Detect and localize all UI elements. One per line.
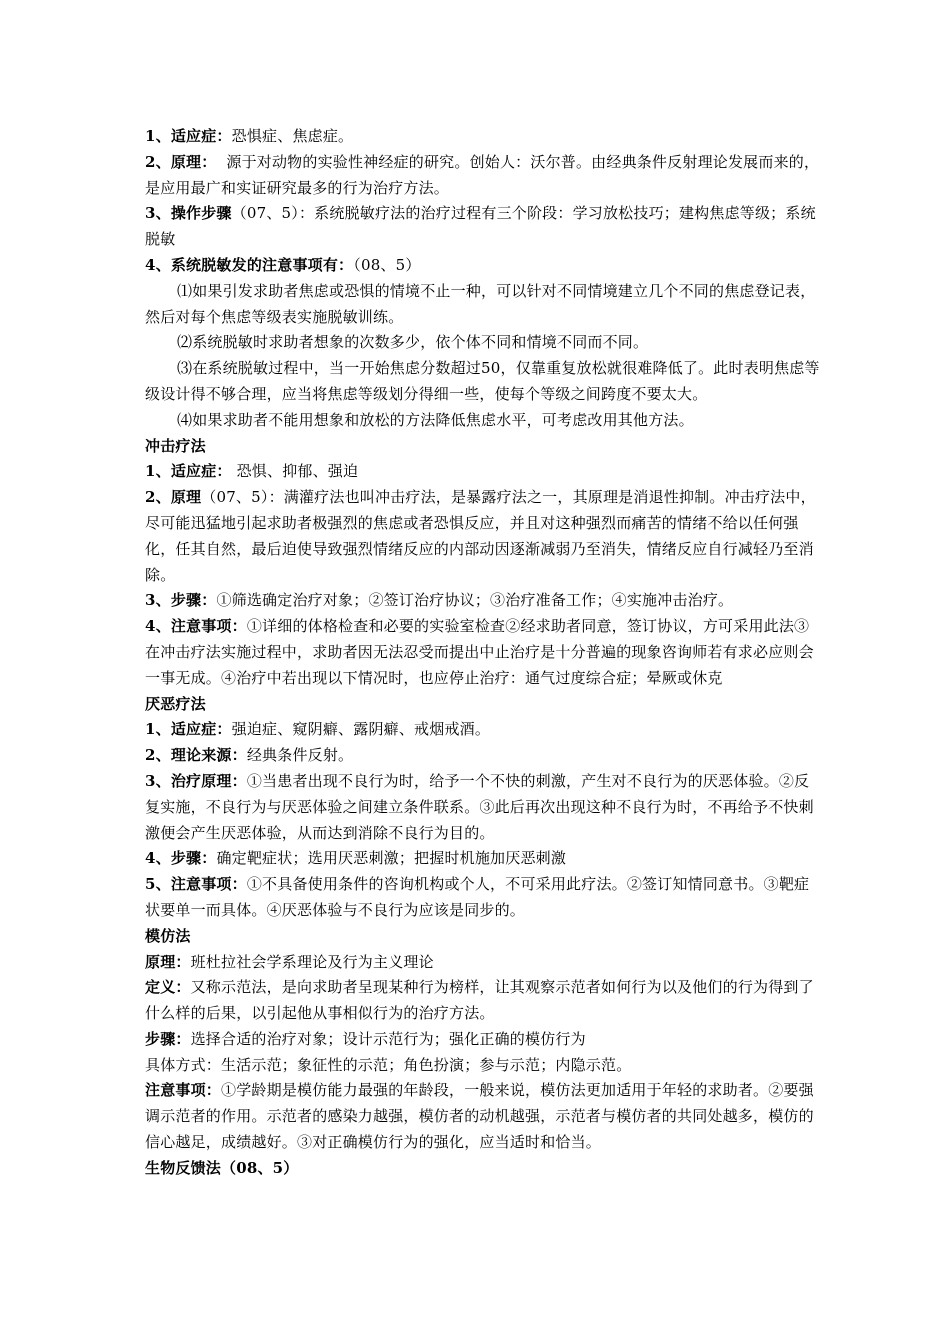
text: （07、5）：系统脱敏疗法的治疗过程有三个阶段：学习放松技巧；建构焦虑等级；系统脱敏 [145,204,816,249]
text: 恐惧症、焦虑症。 [231,127,354,145]
text: 源于对动物的实验性神经症的研究。创始人：沃尔普。由经典条件反射理论发展而来的，是应用最广和实证研究最多的行为治疗方法。 [145,152,820,197]
modeling-principle [145,950,821,976]
sys-note-4: ⑷如果求助者不能用想象和放松的方法降低焦虑水平，可考虑改用其他方法。 [177,410,694,429]
label: 3、治疗原理： [145,771,247,790]
sys-notes-heading [145,253,821,279]
label: 2、原理 [145,488,202,507]
aversion-principle [145,769,821,846]
sys-indication [145,124,821,150]
label: 1、适应症： [145,462,232,481]
modeling-notes [145,1078,821,1155]
label: 2、理论来源： [145,746,247,765]
text: ①学龄期是模仿能力最强的年龄段，一般来说，模仿法更加适用于年轻的求助者。②要强调示范者的作用。示范者的感染力越强，模仿者的动机越强，示范者与模仿者的共同处越多，模仿的信心越足，成绩越好。③对正确模仿行为的强化，应当适时和恰当。 [145,1081,814,1152]
sys-note-2: ⑵系统脱敏时求助者想象的次数多少，依个体不同和情境不同而不同。 [177,333,649,352]
text: 经典条件反射。 [246,746,354,765]
text: ①不具备使用条件的咨询机构或个人，不可采用此疗法。②签订知情同意书。③靶症状要单一而具体。④厌恶体验与不良行为应该是同步的。 [145,875,810,919]
label: 原理： [145,952,191,971]
label: 4、步骤： [145,849,217,868]
text: 选择合适的治疗对象；设计示范行为；强化正确的模仿行为 [190,1029,586,1048]
label: 2、原理： [145,152,217,171]
label: 4、注意事项： [145,617,247,636]
label: 1、适应症： [145,720,232,739]
biofeedback-title: 生物反馈法（08、5） [145,1158,299,1177]
modeling-definition [145,975,821,1027]
flood-notes [145,614,821,691]
flood-title: 冲击疗法 [145,436,206,455]
text: ①当患者出现不良行为时，给予一个不快的刺激，产生对不良行为的厌恶体验。②反复实施，不良行为与厌恶体验之间建立条件联系。③此后再次出现这种不良行为时，不再给予不快刺激便会产生厌恶体验，从而达到消除不良行为目的。 [145,771,814,842]
aversion-notes [145,872,821,924]
flood-indication [145,459,821,485]
text: ①筛选确定治疗对象；②签订治疗协议；③治疗准备工作；④实施冲击治疗。 [216,591,734,610]
label: 4、系统脱敏发的注意事项有： [145,255,354,274]
aversion-title: 厌恶疗法 [145,694,206,713]
text: 强迫症、窥阴癖、露阴癖、戒烟戒酒。 [231,720,491,739]
text: 又称示范法，是向求助者呈现某种行为榜样，让其观察示范者如何行为以及他们的行为得到了什么样的后果，以引起他从事相似行为的治疗方法。 [145,978,814,1023]
aversion-indication [145,717,821,743]
document-page [145,124,821,1182]
label: 定义： [145,978,191,997]
sys-note-1: ⑴如果引发求助者焦虑或恐惧的情境不止一种，可以针对不同情境建立几个不同的焦虑登记表，然后对每个焦虑等级表实施脱敏训练。 [145,281,816,326]
modeling-methods: 具体方式：生活示范；象征性的示范；角色扮演；参与示范；内隐示范。 [145,1055,632,1074]
text: （07、5）：满灌疗法也叫冲击疗法，是暴露疗法之一，其原理是消退性抑制。冲击疗法中，尽可能迅猛地引起求助者极强烈的焦虑或者恐惧反应，并且对这种强烈而痛苦的情绪不给以任何强化，任其自然，最后迫使导致强烈情绪反应的内部动因逐渐减弱乃至消失，情绪反应自行减轻乃至消除。 [145,488,816,584]
text: 恐惧、抑郁、强迫 [231,462,359,481]
aversion-steps [145,846,821,872]
label: 5、注意事项： [145,875,247,894]
text: 确定靶症状；选用厌恶刺激；把握时机施加厌恶刺激 [216,849,567,868]
text: ①详细的体格检查和必要的实验室检查②经求助者同意，签订协议，方可采用此法③在冲击疗法实施过程中，求助者因无法忍受而提出中止治疗是十分普遍的现象咨询师若有求必应则会一事无成。④治疗中若出现以下情况时，也应停止治疗：通气过度综合症；晕厥或休克 [145,617,814,687]
aversion-theory [145,743,821,769]
label: 1、适应症： [145,127,232,145]
sys-steps [145,201,821,253]
text: （08、5） [353,255,421,274]
label: 3、步骤： [145,591,217,610]
sys-principle [145,150,821,202]
sys-note-3: ⑶在系统脱敏过程中，当一开始焦虑分数超过50，仅靠重复放松就很难降低了。此时表明焦虑等级设计得不够合理，应当将焦虑等级划分得细一些，使每个等级之间跨度不要太大。 [145,359,820,403]
flood-principle [145,485,821,588]
modeling-title: 模仿法 [145,926,191,945]
label: 步骤： [145,1029,191,1048]
label: 3、操作步骤 [145,204,232,223]
label: 注意事项： [145,1081,222,1100]
flood-steps [145,588,821,614]
modeling-steps [145,1027,821,1053]
text: 班杜拉社会学系理论及行为主义理论 [190,952,434,971]
